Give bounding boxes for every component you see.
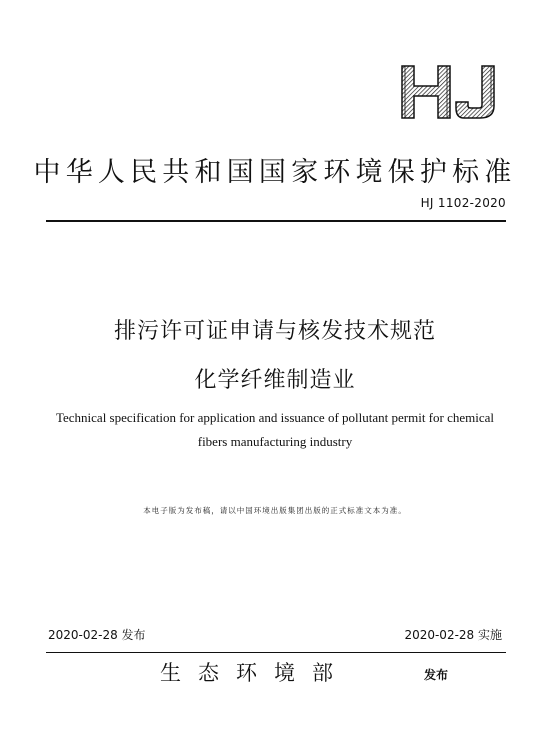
electronic-version-notice: 本电子版为发布稿，请以中国环境出版集团出版的正式标准文本为准。 bbox=[143, 506, 407, 515]
footer-divider bbox=[46, 652, 506, 653]
issue-label: 发布 bbox=[424, 668, 449, 682]
document-title: 排污许可证申请与核发技术规范 bbox=[113, 319, 436, 344]
issue-date: 2020-02-28 发布 bbox=[48, 628, 146, 642]
header-divider bbox=[46, 220, 506, 222]
standard-organization-title: 中华人民共和国国家环境保护标准 bbox=[33, 157, 517, 188]
document-subtitle: 化学纤维制造业 bbox=[194, 368, 356, 393]
standard-code: HJ 1102-2020 bbox=[420, 196, 506, 210]
hj-logo bbox=[398, 64, 502, 120]
issuing-authority: 生态环境部 bbox=[160, 661, 350, 685]
english-title: Technical specification for application and issuance of pollutant permit for chemical fibers manufacturing industry bbox=[55, 410, 495, 449]
implementation-date: 2020-02-28 实施 bbox=[404, 628, 502, 642]
